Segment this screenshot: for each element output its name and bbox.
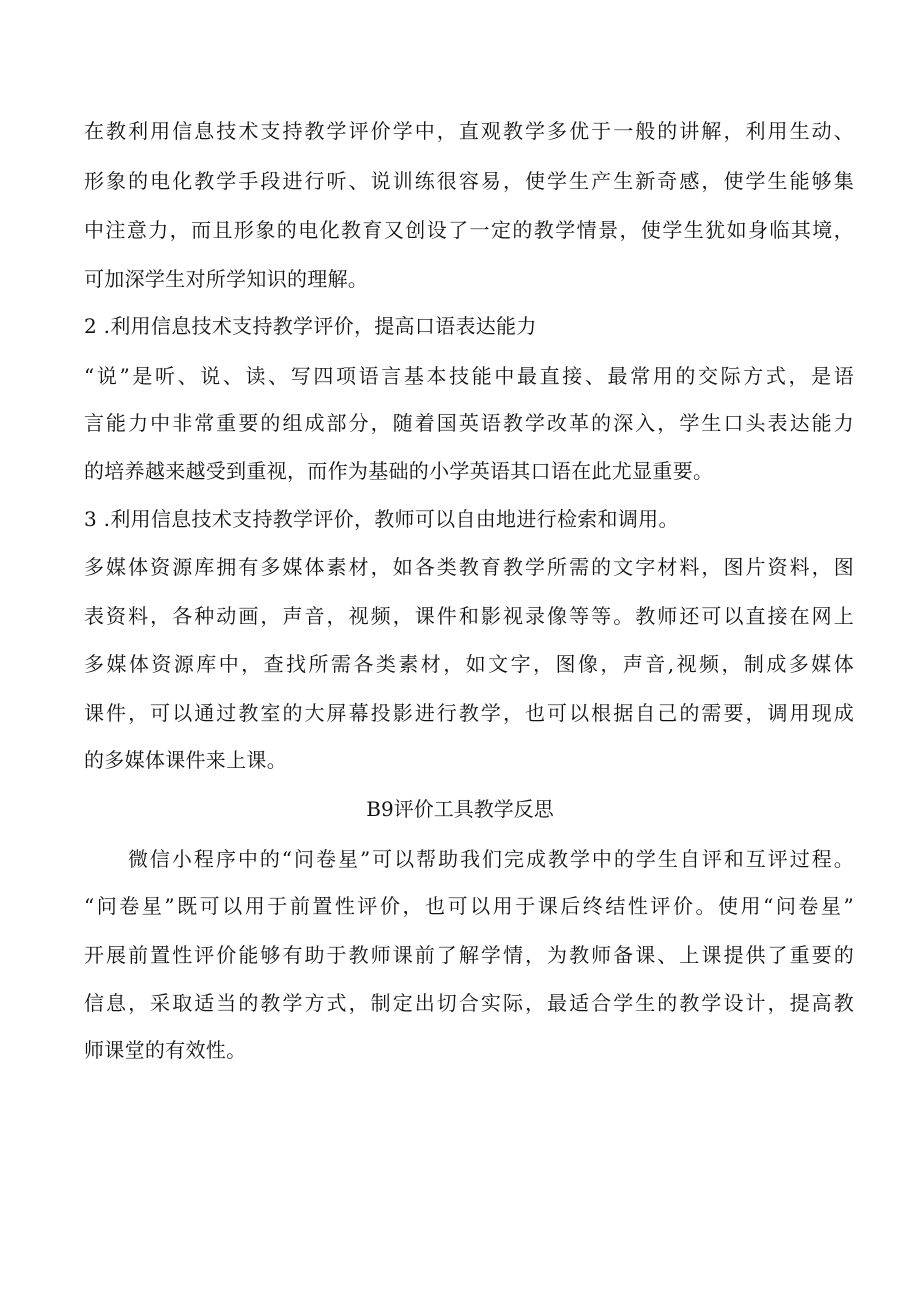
paragraph-2-line-2: 言能力中非常重要的组成部分，随着国英语教学改革的深入，学生口头表达能力: [84, 411, 854, 435]
paragraph-4-line-1: 微信小程序中的“问卷星”可以帮助我们完成教学中的学生自评和互评过程。: [84, 847, 854, 871]
paragraph-4-line-3: 开展前置性评价能够有助于教师课前了解学情，为教师备课、上课提供了重要的: [84, 943, 854, 967]
paragraph-3-line-1: 多媒体资源库拥有多媒体素材，如各类教育教学所需的文字材料，图片资料，图: [84, 555, 854, 579]
paragraph-3-line-2: 表资料，各种动画，声音，视频，课件和影视录像等等。教师还可以直接在网上: [84, 604, 854, 628]
paragraph-4-line-5: 师课堂的有效性。: [84, 1038, 247, 1062]
paragraph-4-line-4: 信息，采取适当的教学方式，制定出切合实际，最适合学生的教学设计，提高教: [84, 991, 854, 1015]
section-heading-3: 3 .利用信息技术支持教学评价，教师可以自由地进行检索和调用。: [84, 507, 679, 531]
paragraph-1-line-3: 中注意力，而且形象的电化教育又创设了一定的教学情景，使学生犹如身临其境，: [84, 218, 854, 242]
paragraph-3-line-3: 多媒体资源库中，查找所需各类素材，如文字，图像，声音,视频，制成多媒体: [84, 652, 854, 676]
paragraph-3-line-5: 的多媒体课件来上课。: [84, 748, 287, 772]
paragraph-4-line-2: “问卷星”既可以用于前置性评价，也可以用于课后终结性评价。使用“问卷星”: [84, 894, 854, 918]
paragraph-1-line-4: 可加深学生对所学知识的理解。: [84, 267, 369, 291]
section-heading-2: 2 .利用信息技术支持教学评价，提高口语表达能力: [84, 314, 537, 338]
paragraph-1-line-2: 形象的电化教学手段进行听、说训练很容易，使学生产生新奇感，使学生能够集: [84, 169, 854, 193]
paragraph-2-line-1: “说”是听、说、读、写四项语言基本技能中最直接、最常用的交际方式，是语: [84, 364, 854, 388]
section-title-b9: B9评价工具教学反思: [366, 797, 554, 821]
paragraph-3-line-4: 课件，可以通过教室的大屏幕投影进行教学，也可以根据自己的需要，调用现成: [84, 701, 854, 725]
paragraph-2-line-3: 的培养越来越受到重视，而作为基础的小学英语其口语在此尤显重要。: [84, 459, 714, 483]
paragraph-1-line-1: 在教利用信息技术支持教学评价学中，直观教学多优于一般的讲解，利用生动、: [84, 119, 854, 143]
